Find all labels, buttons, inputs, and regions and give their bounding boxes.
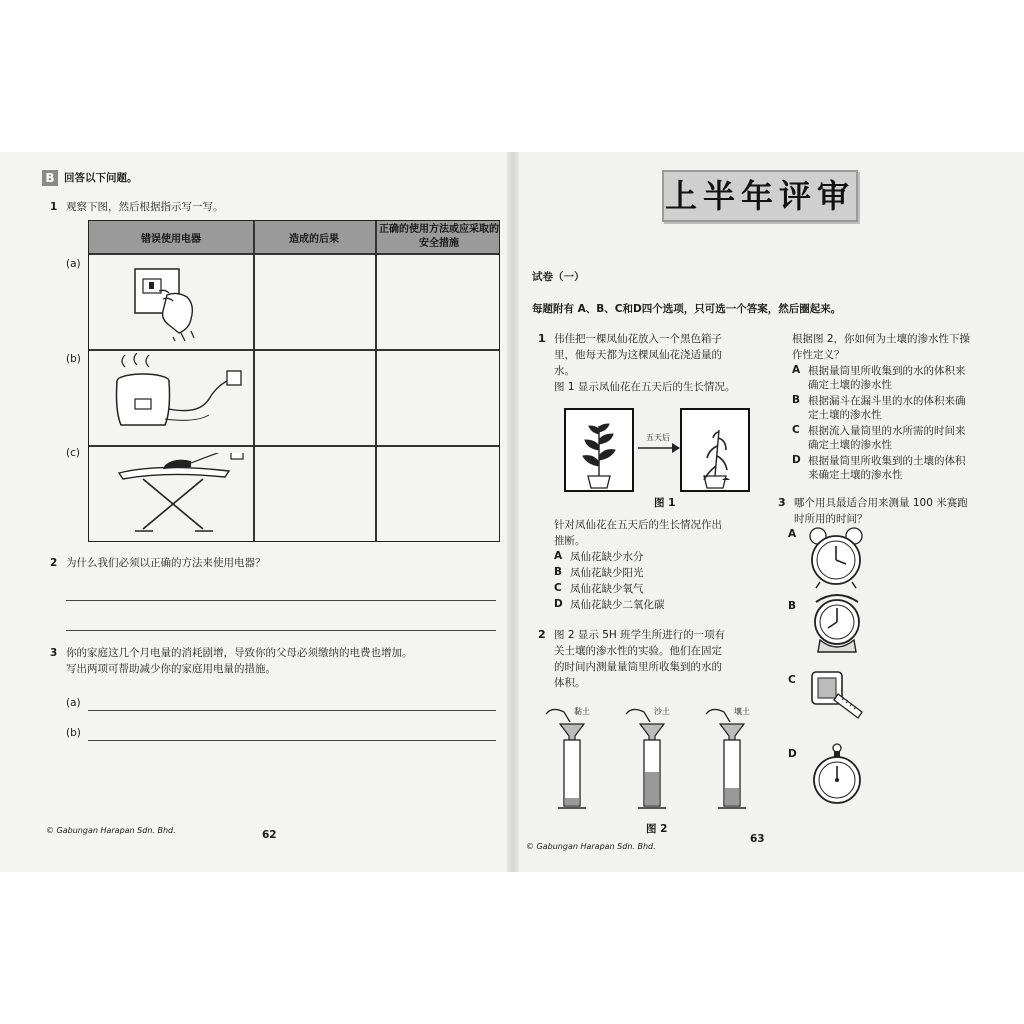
question-text: 推断。 [554, 535, 586, 547]
question-text: 体积。 [554, 677, 586, 689]
question-text: 关土壤的渗水性的实验。他们在固定 [554, 645, 722, 657]
wet-hand-switch-illustration [107, 261, 227, 341]
title-banner [662, 170, 858, 222]
question-number: 2 [50, 557, 58, 569]
option-letter[interactable]: B [792, 394, 801, 406]
option-text: 根据漏斗在漏斗里的水的体积来确 [808, 395, 966, 407]
answer-line[interactable] [88, 740, 496, 741]
option-letter[interactable]: C [554, 582, 562, 594]
table-header-cell: 错误使用电器 [141, 234, 201, 245]
question-text: 作性定义？ [792, 349, 845, 361]
option-text: 来确定土壤的渗水性 [808, 469, 903, 481]
wilted-plant-illustration [682, 410, 748, 490]
option-text: 凤仙花缺少水分 [570, 551, 644, 563]
rice-cooker-illustration [103, 353, 248, 443]
option-text: 凤仙花缺少二氧化碳 [570, 599, 665, 611]
option-text: 凤仙花缺少氧气 [570, 583, 644, 595]
alarm-clock-icon [804, 526, 868, 590]
question-number: 3 [778, 496, 786, 509]
soil-label: 沙土 [654, 707, 670, 716]
question-text: 你的家庭这几个月电量的消耗剧增，导致你的父母必须缴纳的电费也增加。 [66, 647, 413, 659]
option-text: 根据流入量筒里的水所需的时间来 [808, 425, 966, 437]
option-text: 确定土壤的渗水性 [808, 379, 892, 391]
option-text: 根据量筒里所收集到的水的体积来 [808, 365, 966, 377]
section-badge: B [42, 170, 58, 186]
option-letter[interactable]: A [788, 528, 797, 540]
paper-label: 试卷（一） [532, 271, 585, 283]
question-text: 观察下图，然后根据指示写一写。 [66, 201, 224, 213]
option-letter[interactable]: C [792, 424, 800, 436]
question-text: 为什么我们必须以正确的方法来使用电器？ [66, 557, 266, 569]
measuring-cylinders-illustration [542, 704, 782, 814]
figure-caption: 图 2 [646, 823, 668, 835]
table-clock-icon [806, 590, 868, 660]
question-text: 伟佳把一棵凤仙花放入一个黑色箱子 [554, 333, 722, 345]
row-label: (c) [66, 447, 80, 459]
left-page [0, 152, 512, 872]
question-text: 的时间内测量量筒里所收集到的水的 [554, 661, 722, 673]
question-text: 时所用的时间？ [794, 513, 868, 525]
copyright: © Gabungan Harapan Sdn. Bhd. [526, 842, 656, 851]
question-text: 写出两项可帮助减少你的家庭用电量的措施。 [66, 663, 276, 675]
instruction-text: 每题附有 A、B、C和D四个选项，只可选一个答案，然后圈起来。 [532, 303, 842, 315]
appliance-table [88, 220, 500, 542]
healthy-plant-illustration [566, 410, 632, 490]
section-title: 回答以下问题。 [64, 172, 138, 184]
option-text: 定土壤的渗水性 [808, 409, 882, 421]
question-number: 1 [538, 332, 546, 345]
figure-caption: 图 1 [654, 497, 676, 509]
table-header-cell: 造成的后果 [289, 234, 339, 245]
ironing-board-illustration [113, 453, 253, 537]
answer-label: (b) [66, 727, 81, 739]
option-letter[interactable]: D [554, 598, 563, 610]
question-text: 图 1 显示凤仙花在五天后的生长情况。 [554, 381, 736, 393]
answer-line[interactable] [66, 600, 496, 601]
answer-line[interactable] [66, 630, 496, 631]
question-number: 1 [50, 201, 58, 213]
answer-label: (a) [66, 697, 81, 709]
option-letter[interactable]: B [788, 600, 797, 612]
question-text: 哪个用具最适合用来测量 100 米赛跑 [794, 497, 968, 509]
page-number: 63 [750, 833, 765, 845]
table-header-cell: 正确的使用方法或应采取的安全措施 [379, 224, 499, 249]
figure1-after [680, 408, 750, 492]
soil-label: 黏土 [574, 707, 590, 716]
arrow-label: 五天后 [646, 433, 670, 442]
option-text: 凤仙花缺少阳光 [570, 567, 644, 579]
book-gutter [507, 152, 519, 872]
question-text: 水。 [554, 365, 575, 377]
measuring-tape-icon [808, 668, 868, 726]
option-letter[interactable]: A [554, 550, 563, 562]
question-text: 根据图 2，你如何为土壤的渗水性下操 [792, 333, 971, 345]
option-letter[interactable]: C [788, 674, 796, 686]
book-spread [0, 152, 1024, 872]
question-text: 里，他每天都为这棵凤仙花浇适量的 [554, 349, 722, 361]
answer-line[interactable] [88, 710, 496, 711]
copyright: © Gabungan Harapan Sdn. Bhd. [46, 826, 176, 835]
question-text: 针对凤仙花在五天后的生长情况作出 [554, 519, 722, 531]
option-letter[interactable]: D [792, 454, 801, 466]
right-page [512, 152, 1024, 872]
option-letter[interactable]: B [554, 566, 563, 578]
figure1-before [564, 408, 634, 492]
page-number: 62 [262, 829, 277, 841]
stopwatch-icon [808, 742, 866, 808]
option-letter[interactable]: D [788, 748, 797, 760]
option-text: 确定土壤的渗水性 [808, 439, 892, 451]
option-text: 根据量筒里所收集到的土壤的体积 [808, 455, 966, 467]
question-number: 2 [538, 628, 546, 641]
row-label: (b) [66, 353, 81, 365]
question-number: 3 [50, 647, 58, 659]
option-letter[interactable]: A [792, 364, 801, 376]
soil-label: 壤土 [734, 707, 750, 716]
question-text: 图 2 显示 5H 班学生所进行的一项有 [554, 629, 726, 641]
row-label: (a) [66, 258, 81, 270]
banner-title: 上半年评审 [664, 177, 855, 215]
